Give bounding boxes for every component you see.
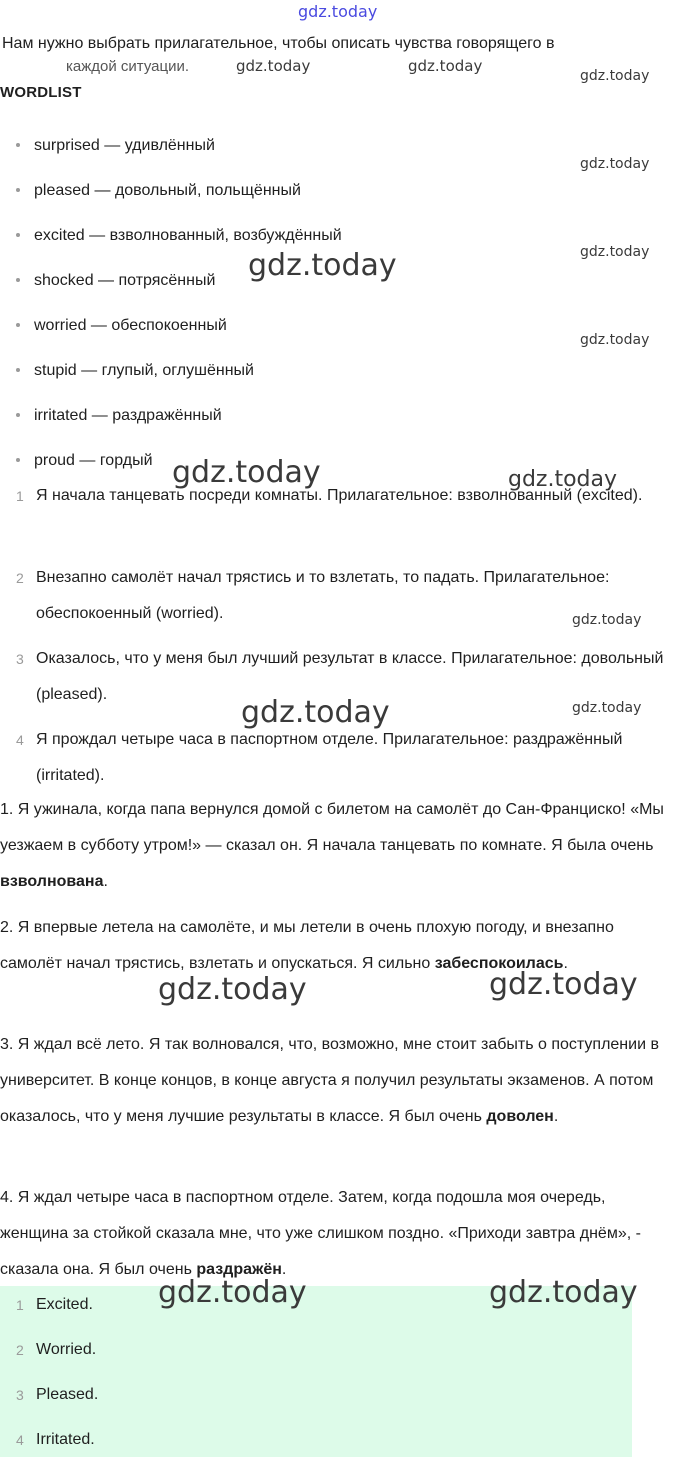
bullet-icon	[16, 188, 20, 192]
wordlist-item: worried — обеспокоенный	[16, 317, 227, 335]
answers-box	[0, 1286, 632, 1457]
watermark: gdz.today	[580, 68, 650, 84]
story-paragraph: 3. Я ждал всё лето. Я так волновался, что, возможно, мне стоит забыть о поступлении в университет. В конце концов, в конце августа я получил результаты экзаменов. А потом оказалось, что у меня лучшие результаты в классе. Я был очень доволен.	[0, 1036, 659, 1125]
watermark: gdz.today	[489, 967, 638, 1002]
explanation-text: Внезапно самолёт начал трястись и то взлетать, то падать. Прилагательное: обеспокоенный (worried).	[36, 569, 610, 622]
intro-text: Нам нужно выбрать прилагательное, чтобы описать чувства говорящего в	[2, 35, 555, 52]
watermark: gdz.today	[408, 57, 483, 75]
watermark: gdz.today	[572, 700, 642, 716]
item-number: 2	[16, 1342, 24, 1358]
bullet-icon	[16, 368, 20, 372]
wordlist-item: shocked — потрясённый	[16, 272, 215, 290]
bullet-icon	[16, 458, 20, 462]
item-number: 1	[16, 1297, 24, 1313]
bullet-icon	[16, 323, 20, 327]
answer-text: Worried.	[36, 1341, 97, 1358]
wordlist-item: stupid — глупый, оглушённый	[16, 362, 254, 380]
item-number: 4	[16, 732, 24, 748]
answer-text: Pleased.	[36, 1386, 99, 1403]
answer-text: Excited.	[36, 1296, 93, 1313]
bullet-icon	[16, 143, 20, 147]
explanation-item	[0, 641, 668, 716]
watermark: gdz.today	[580, 156, 650, 172]
wordlist-item: excited — взволнованный, возбуждённый	[16, 227, 342, 245]
wordlist-item: irritated — раздражённый	[16, 407, 222, 425]
explanation-item	[0, 478, 668, 514]
watermark: gdz.today	[580, 244, 650, 260]
answer-word: взволнована	[0, 873, 104, 890]
watermark: gdz.today	[489, 1275, 638, 1310]
wordlist-title: WORDLIST	[0, 84, 82, 101]
explanation-text: Я начала танцевать посреди комнаты. Прилагательное: взволнованный (excited).	[36, 487, 643, 504]
watermark: gdz.today	[241, 695, 390, 730]
bullet-icon	[16, 233, 20, 237]
wordlist-item: proud — гордый	[16, 452, 153, 470]
bullet-icon	[16, 278, 20, 282]
answer-word: забеспокоилась	[434, 955, 564, 972]
item-number: 3	[16, 651, 24, 667]
explanation-item	[0, 722, 668, 794]
watermark: gdz.today	[508, 467, 618, 492]
explanation-item	[0, 560, 668, 632]
bullet-icon	[16, 413, 20, 417]
item-number: 1	[16, 488, 24, 504]
watermark: gdz.today	[572, 612, 642, 628]
answer-word: раздражён	[196, 1261, 282, 1278]
watermark-top: gdz.today	[298, 2, 378, 21]
watermark: gdz.today	[236, 57, 311, 75]
watermark: gdz.today	[158, 1275, 307, 1310]
wordlist-item: pleased — довольный, польщённый	[16, 182, 301, 200]
explanation-text: Оказалось, что у меня был лучший результат в классе. Прилагательное: довольный (pleased).	[36, 650, 664, 703]
item-number: 4	[16, 1432, 24, 1448]
watermark: gdz.today	[248, 248, 397, 283]
explanation-text: Я прождал четыре часа в паспортном отделе. Прилагательное: раздражённый (irritated).	[36, 731, 623, 784]
watermark: gdz.today	[172, 455, 321, 490]
answer-text: Irritated.	[36, 1431, 95, 1448]
item-number: 2	[16, 570, 24, 586]
story-paragraph: 2. Я впервые летела на самолёте, и мы летели в очень плохую погоду, и внезапно самолёт начал трястись, взлетать и опускаться. Я сильно забеспокоилась.	[0, 919, 614, 972]
intro-text-continued: каждой ситуации.	[66, 58, 190, 75]
watermark: gdz.today	[580, 332, 650, 348]
answer-word: доволен	[486, 1108, 554, 1125]
wordlist-item: surprised — удивлённый	[16, 137, 215, 155]
item-number: 3	[16, 1387, 24, 1403]
story-paragraph: 1. Я ужинала, когда папа вернулся домой с билетом на самолёт до Сан-Франциско! «Мы уезжаем в субботу утром!» — сказал он. Я начала танцевать по комнате. Я была очень взволнована.	[0, 801, 664, 890]
story-paragraph: 4. Я ждал четыре часа в паспортном отделе. Затем, когда подошла моя очередь, женщина за стойкой сказала мне, что уже слишком поздно. «Приходи завтра днём», - сказала она. Я был очень раздражён.	[0, 1189, 641, 1278]
watermark: gdz.today	[158, 972, 307, 1007]
